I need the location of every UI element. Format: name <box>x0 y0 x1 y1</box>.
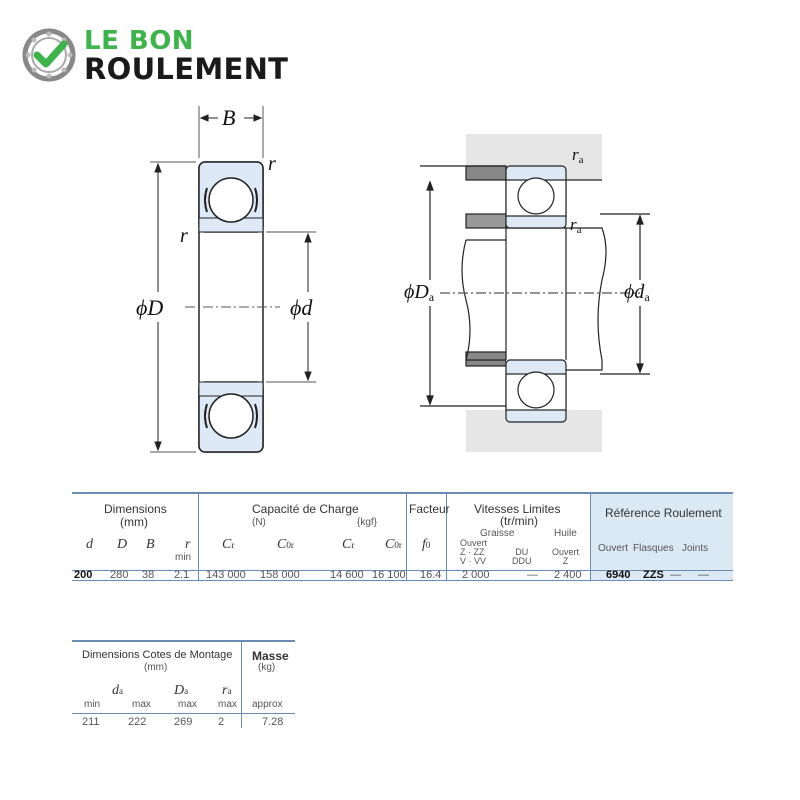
sub-grease-du: DU <box>515 547 529 557</box>
mount-sub-max-2: max <box>178 699 197 710</box>
header-capacity-n: (N) <box>252 517 266 528</box>
label-ra-mid: ra <box>570 215 582 236</box>
mount-cell-ra-max: 2 <box>218 716 225 728</box>
cell-ref-shields: ZZS <box>643 569 664 581</box>
cell-cr: 143 000 <box>206 569 246 581</box>
sub-grease-du-2: DDU <box>512 556 532 566</box>
label-ra-top: ra <box>572 145 584 166</box>
sub-c0r: C0r <box>277 537 294 552</box>
label-r-top: r <box>268 153 276 175</box>
header-capacity-kgf: {kgf} <box>357 517 378 528</box>
sub-grease-open-2: Z · ZZ <box>460 547 485 557</box>
sub-ref-seals: Joints <box>682 543 709 554</box>
sub-r-min: min <box>175 552 192 563</box>
header-capacity: Capacité de Charge <box>252 502 359 516</box>
header-oil: Huile <box>554 528 577 539</box>
cell-ref-open: 6940 <box>606 569 631 581</box>
label-B: B <box>222 105 236 130</box>
cell-d: 200 <box>74 569 93 581</box>
cell-f0: 16.4 <box>420 569 442 581</box>
bearing-section-drawing <box>130 100 350 470</box>
mount-cell-Da-max: 269 <box>174 716 193 728</box>
mount-header-title: Dimensions Cotes de Montage <box>82 649 233 661</box>
header-grease: Graisse <box>480 528 515 539</box>
logo-line-1: LE BON <box>84 26 195 56</box>
cell-c0r-kgf: 16 100 <box>372 569 406 581</box>
header-dimensions-unit: (mm) <box>120 515 148 529</box>
sub-f0: f0 <box>422 537 431 552</box>
mount-sub-Da: Da <box>174 683 189 698</box>
main-table <box>72 492 733 582</box>
mount-header-mass: Masse <box>252 649 289 663</box>
mount-header-mass-unit: (kg) <box>258 662 276 673</box>
cell-speed-grease-open: 2 000 <box>462 569 490 581</box>
mount-header-unit: (mm) <box>144 662 168 673</box>
sub-cr-kgf: Cr <box>342 537 355 552</box>
label-Da: ϕDa <box>404 281 435 304</box>
mount-cell-mass: 7.28 <box>262 716 284 728</box>
sub-ref-open: Ouvert <box>598 543 629 554</box>
sub-B: B <box>146 537 155 552</box>
sub-grease-open-3: V · VV <box>460 556 487 566</box>
cell-B: 38 <box>142 569 155 581</box>
cell-ref-seals-1: — <box>670 569 681 581</box>
brand-logo <box>22 26 302 86</box>
cell-c0r: 158 000 <box>260 569 300 581</box>
cell-cr-kgf: 14 600 <box>330 569 364 581</box>
mount-sub-approx: approx <box>252 699 283 710</box>
bearing-check-icon <box>22 28 76 82</box>
logo-line-2: ROULEMENT <box>84 52 289 86</box>
sub-oil-open: Ouvert <box>552 547 580 557</box>
header-dimensions: Dimensions <box>104 502 167 516</box>
mount-sub-max-3: max <box>218 699 237 710</box>
mount-sub-da: da <box>112 683 123 698</box>
label-r-left: r <box>180 225 188 247</box>
sub-cr: Cr <box>222 537 235 552</box>
mount-sub-ra: ra <box>222 683 232 698</box>
mount-table <box>72 640 295 730</box>
label-da: ϕda <box>624 281 650 304</box>
mount-sub-max-1: max <box>132 699 151 710</box>
sub-D: D <box>117 537 128 552</box>
cell-r: 2.1 <box>174 569 190 581</box>
sub-c0r-kgf: C0r <box>385 537 402 552</box>
sub-oil-open-2: Z <box>562 556 569 566</box>
sub-r: r <box>185 537 191 552</box>
mount-sub-min: min <box>84 699 101 710</box>
sub-grease-open: Ouvert <box>460 538 488 548</box>
sub-ref-shields: Flasques <box>633 543 674 554</box>
cell-speed-grease-du: — <box>527 569 538 581</box>
cell-ref-seals-2: — <box>698 569 709 581</box>
label-D: ϕD <box>136 295 164 320</box>
header-reference: Référence Roulement <box>605 506 722 520</box>
sub-d: d <box>86 537 93 552</box>
cell-speed-oil: 2 400 <box>554 569 582 581</box>
header-speeds: Vitesses Limites <box>474 502 561 516</box>
label-d: ϕd <box>290 295 313 320</box>
header-factor: Facteur <box>409 502 450 516</box>
header-speeds-unit: (tr/min) <box>500 514 538 528</box>
mounting-drawing <box>400 130 680 460</box>
cell-D: 280 <box>110 569 129 581</box>
mount-cell-da-max: 222 <box>128 716 147 728</box>
mount-cell-da-min: 211 <box>82 716 100 728</box>
